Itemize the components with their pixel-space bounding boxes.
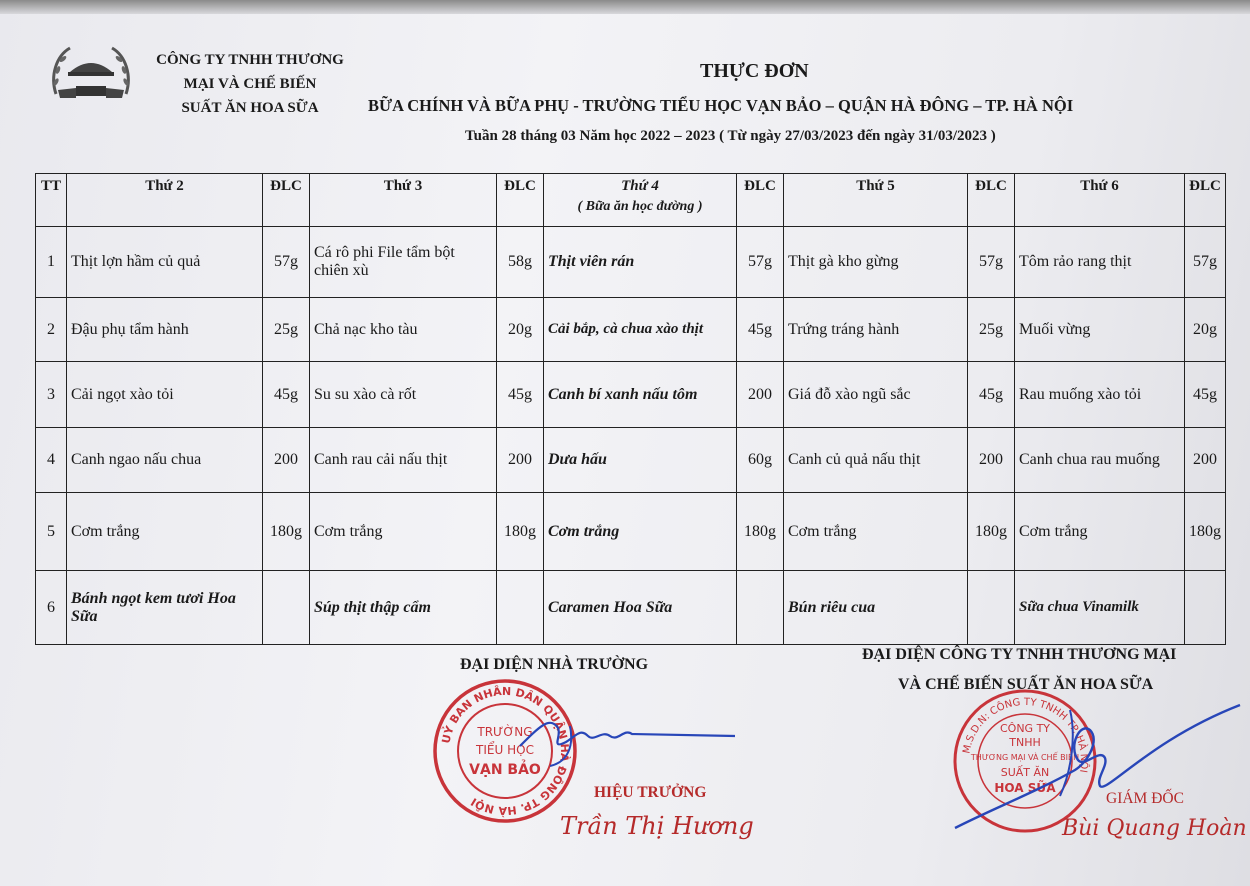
quantity-thu-5 bbox=[968, 571, 1015, 645]
company-name-line: CÔNG TY TNHH THƯƠNG bbox=[156, 52, 344, 68]
quantity-thu-4: 200 bbox=[737, 362, 784, 428]
quantity-thu-4: 60g bbox=[737, 428, 784, 493]
school-rep-heading: ĐẠI DIỆN NHÀ TRƯỜNG bbox=[460, 656, 649, 673]
header-thu-4-note: ( Bữa ăn học đường ) bbox=[577, 199, 703, 214]
header-dlc: ĐLC bbox=[968, 174, 1015, 227]
dish-thu-5: Thịt gà kho gừng bbox=[784, 227, 968, 298]
row-number: 6 bbox=[36, 571, 67, 645]
dish-thu-6: Muối vừng bbox=[1015, 298, 1185, 362]
dish-thu-5: Cơm trắng bbox=[784, 493, 968, 571]
quantity-thu-3: 180g bbox=[497, 493, 544, 571]
dish-thu-5: Canh củ quả nấu thịt bbox=[784, 428, 968, 493]
dish-thu-2: Canh ngao nấu chua bbox=[67, 428, 263, 493]
company-stamp-center-line: TNHH bbox=[1009, 736, 1041, 749]
principal-signature-icon bbox=[510, 706, 750, 776]
header-dlc: ĐLC bbox=[263, 174, 310, 227]
quantity-thu-3 bbox=[497, 571, 544, 645]
header-thu-4-label: Thứ 4 bbox=[621, 178, 659, 194]
principal-role: HIỆU TRƯỞNG bbox=[594, 784, 707, 801]
quantity-thu-6: 45g bbox=[1185, 362, 1226, 428]
dish-thu-2: Thịt lợn hầm củ quả bbox=[67, 227, 263, 298]
company-name bbox=[140, 48, 360, 120]
dish-thu-2: Cải ngọt xào tỏi bbox=[67, 362, 263, 428]
paper-edge-shadow bbox=[0, 0, 1250, 14]
quantity-thu-4: 57g bbox=[737, 227, 784, 298]
quantity-thu-3: 200 bbox=[497, 428, 544, 493]
menu-table bbox=[35, 173, 1226, 645]
quantity-thu-2: 180g bbox=[263, 493, 310, 571]
quantity-thu-2: 200 bbox=[263, 428, 310, 493]
quantity-thu-2 bbox=[263, 571, 310, 645]
quantity-thu-5: 45g bbox=[968, 362, 1015, 428]
school-stamp-center-line: VẠN BẢO bbox=[469, 762, 541, 778]
dish-thu-2: Đậu phụ tẩm hành bbox=[67, 298, 263, 362]
table-row bbox=[36, 428, 1226, 493]
dish-thu-2: Cơm trắng bbox=[67, 493, 263, 571]
week-range: Tuần 28 tháng 03 Năm học 2022 – 2023 ( Từ ngày 27/03/2023 đến ngày 31/03/2023 ) bbox=[465, 128, 996, 144]
document-subtitle: BỮA CHÍNH VÀ BỮA PHỤ - TRƯỜNG TIỂU HỌC VẠN BẢO – QUẬN HÀ ĐÔNG – TP. HÀ NỘI bbox=[368, 96, 1074, 115]
quantity-thu-2: 45g bbox=[263, 362, 310, 428]
company-rep-heading: VÀ CHẾ BIẾN SUẤT ĂN HOA SỮA bbox=[898, 676, 1154, 693]
school-stamp-center-line: TIỂU HỌC bbox=[476, 743, 534, 757]
table-row bbox=[36, 362, 1226, 428]
dish-thu-3: Su su xào cà rốt bbox=[310, 362, 497, 428]
quantity-thu-4: 45g bbox=[737, 298, 784, 362]
company-logo-icon bbox=[48, 42, 134, 106]
quantity-thu-5: 180g bbox=[968, 493, 1015, 571]
quantity-thu-6: 57g bbox=[1185, 227, 1226, 298]
header-dlc: ĐLC bbox=[1185, 174, 1226, 227]
quantity-thu-6: 200 bbox=[1185, 428, 1226, 493]
company-rep-heading: ĐẠI DIỆN CÔNG TY TNHH THƯƠNG MẠI bbox=[862, 646, 1177, 663]
dish-thu-4: Thịt viên rán bbox=[544, 227, 737, 298]
table-row bbox=[36, 227, 1226, 298]
dish-thu-3: Chả nạc kho tàu bbox=[310, 298, 497, 362]
dish-thu-4: Canh bí xanh nấu tôm bbox=[544, 362, 737, 428]
header-thu-5: Thứ 5 bbox=[784, 174, 968, 227]
quantity-thu-6: 180g bbox=[1185, 493, 1226, 571]
header-thu-4 bbox=[544, 174, 737, 227]
dish-thu-6: Sữa chua Vinamilk bbox=[1015, 571, 1185, 645]
header-tt: TT bbox=[36, 174, 67, 227]
principal-name: Trần Thị Hương bbox=[560, 812, 754, 840]
dish-thu-6: Tôm rảo rang thịt bbox=[1015, 227, 1185, 298]
company-stamp-ring-text: M.S.D.N: CÔNG TY TNHH TP. HÀ NỘI bbox=[961, 696, 1090, 774]
quantity-thu-5: 25g bbox=[968, 298, 1015, 362]
quantity-thu-3: 45g bbox=[497, 362, 544, 428]
row-number: 2 bbox=[36, 298, 67, 362]
quantity-thu-3: 20g bbox=[497, 298, 544, 362]
row-number: 3 bbox=[36, 362, 67, 428]
quantity-thu-2: 25g bbox=[263, 298, 310, 362]
dish-thu-3: Cá rô phi File tẩm bột chiên xù bbox=[310, 227, 497, 298]
quantity-thu-6: 20g bbox=[1185, 298, 1226, 362]
dish-thu-4: Dưa hấu bbox=[544, 428, 737, 493]
quantity-thu-3: 58g bbox=[497, 227, 544, 298]
company-stamp-center-line: SUẤT ĂN bbox=[1000, 766, 1050, 779]
company-stamp-center-line: CÔNG TY bbox=[999, 722, 1051, 735]
row-number: 5 bbox=[36, 493, 67, 571]
dish-thu-3: Súp thịt thập cẩm bbox=[310, 571, 497, 645]
dish-thu-5: Trứng tráng hành bbox=[784, 298, 968, 362]
header-thu-3: Thứ 3 bbox=[310, 174, 497, 227]
table-row bbox=[36, 493, 1226, 571]
school-stamp-ring-text: UỶ BAN NHÂN DÂN QUẬN HÀ ĐÔNG TP. HÀ NỘI bbox=[439, 684, 572, 818]
header-dlc: ĐLC bbox=[737, 174, 784, 227]
company-name-line: SUẤT ĂN HOA SỮA bbox=[181, 100, 319, 116]
dish-thu-6: Rau muống xào tỏi bbox=[1015, 362, 1185, 428]
quantity-thu-5: 200 bbox=[968, 428, 1015, 493]
quantity-thu-2: 57g bbox=[263, 227, 310, 298]
quantity-thu-4 bbox=[737, 571, 784, 645]
dish-thu-5: Giá đỗ xào ngũ sắc bbox=[784, 362, 968, 428]
company-stamp-center-line: THƯƠNG MẠI VÀ CHẾ BIẾN bbox=[970, 753, 1080, 762]
dish-thu-3: Cơm trắng bbox=[310, 493, 497, 571]
table-row bbox=[36, 571, 1226, 645]
dish-thu-3: Canh rau cải nấu thịt bbox=[310, 428, 497, 493]
dish-thu-6: Cơm trắng bbox=[1015, 493, 1185, 571]
dish-thu-2: Bánh ngọt kem tươi Hoa Sữa bbox=[67, 571, 263, 645]
director-name: Bùi Quang Hoàn bbox=[1062, 816, 1247, 841]
table-row bbox=[36, 298, 1226, 362]
company-name-line: MẠI VÀ CHẾ BIẾN bbox=[183, 76, 317, 92]
dish-thu-4: Caramen Hoa Sữa bbox=[544, 571, 737, 645]
menu-rows bbox=[36, 227, 1226, 645]
row-number: 1 bbox=[36, 227, 67, 298]
company-stamp-center-line: HOA SỮA bbox=[994, 781, 1056, 795]
header-thu-6: Thứ 6 bbox=[1015, 174, 1185, 227]
header-dlc: ĐLC bbox=[497, 174, 544, 227]
quantity-thu-4: 180g bbox=[737, 493, 784, 571]
row-number: 4 bbox=[36, 428, 67, 493]
table-header-row bbox=[36, 174, 1226, 227]
quantity-thu-6 bbox=[1185, 571, 1226, 645]
dish-thu-6: Canh chua rau muống bbox=[1015, 428, 1185, 493]
dish-thu-4: Cải bắp, cà chua xào thịt bbox=[544, 298, 737, 362]
quantity-thu-5: 57g bbox=[968, 227, 1015, 298]
header-thu-2: Thứ 2 bbox=[67, 174, 263, 227]
dish-thu-4: Cơm trắng bbox=[544, 493, 737, 571]
director-role: GIÁM ĐỐC bbox=[1106, 790, 1184, 807]
school-stamp-center-line: TRƯỜNG bbox=[477, 725, 533, 739]
document-title: THỰC ĐƠN bbox=[700, 60, 809, 82]
dish-thu-5: Bún riêu cua bbox=[784, 571, 968, 645]
